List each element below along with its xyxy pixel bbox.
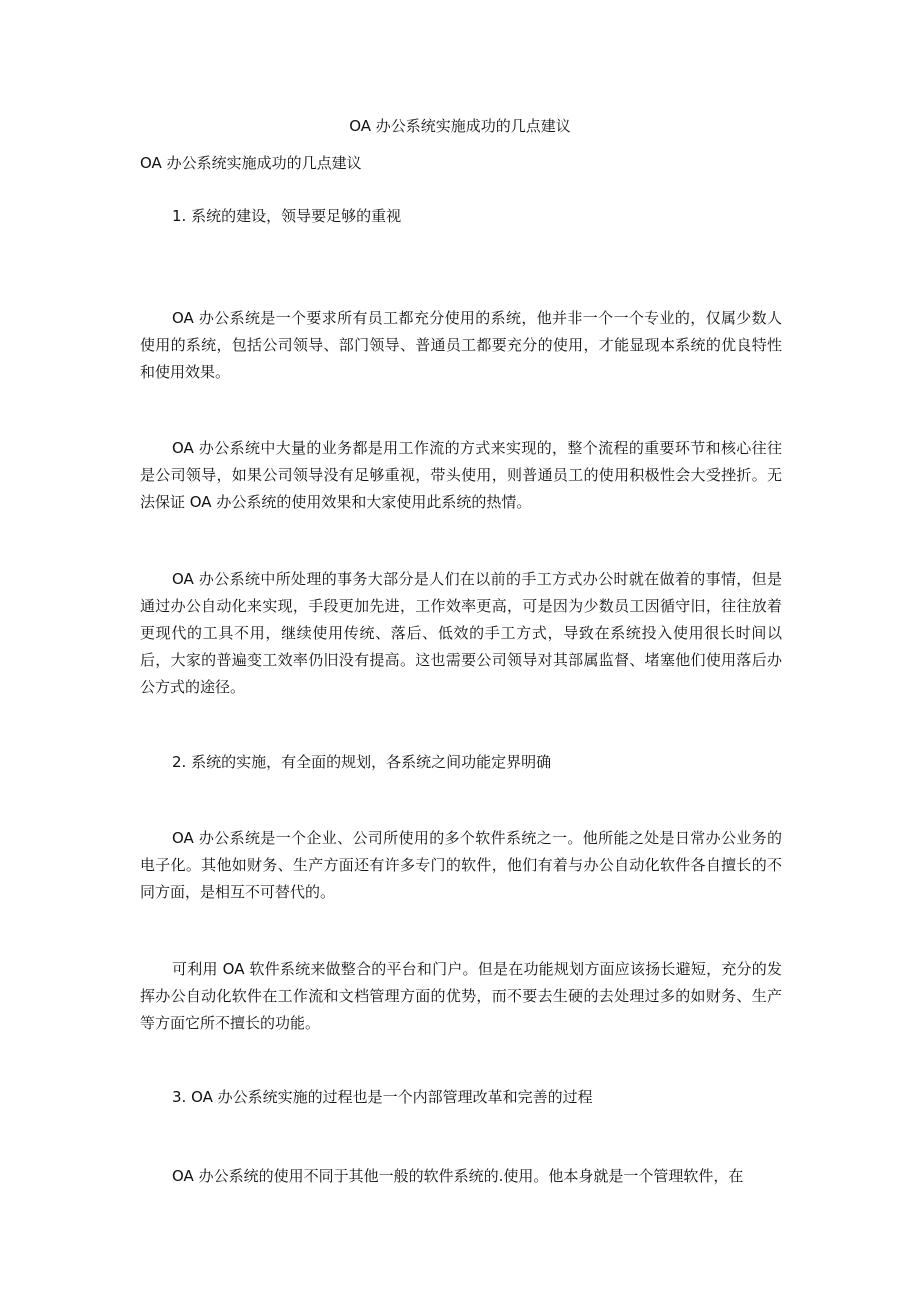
section-heading-2: 2. 系统的实施，有全面的规划，各系统之间功能定界明确 [172,753,552,771]
paragraph: 可利用 OA 软件系统来做整合的平台和门户。但是在功能规划方面应该扬长避短，充分的发挥办公自动化软件在工作流和文档管理方面的优势，而不要去生硬的去处理过多的如财务、生产等方面它所不擅长的功能。 [140,960,782,1032]
paragraph: OA 办公系统是一个企业、公司所使用的多个软件系统之一。他所能之处是日常办公业务的电子化。其他如财务、生产方面还有许多专门的软件，他们有着与办公自动化软件各自擅长的不同方面，是相互不可替代的。 [140,829,782,901]
document-title: OA 办公系统实施成功的几点建议 [349,117,571,135]
paragraph: OA 办公系统中大量的业务都是用工作流的方式来实现的，整个流程的重要环节和核心往往是公司领导，如果公司领导没有足够重视，带头使用，则普通员工的使用积极性会大受挫折。无法保证 OA 办公系统的使用效果和大家使用此系统的热情。 [140,439,782,511]
paragraph: OA 办公系统的使用不同于其他一般的软件系统的.使用。他本身就是一个管理软件，在 [172,1167,744,1185]
paragraph: OA 办公系统中所处理的事务大部分是人们在以前的手工方式办公时就在做着的事情，但是通过办公自动化来实现，手段更加先进，工作效率更高，可是因为少数员工因循守旧，往往放着更现代的工具不用，继续使用传统、落后、低效的手工方式，导致在系统投入使用很长时间以后，大家的普遍变工效率仍旧没有提高。这也需要公司领导对其部属监督、堵塞他们使用落后办公方式的途径。 [140,570,782,696]
document-subtitle: OA 办公系统实施成功的几点建议 [140,154,362,172]
section-heading-3: 3. OA 办公系统实施的过程也是一个内部管理改革和完善的过程 [172,1088,593,1106]
section-heading-1: 1. 系统的建设，领导要足够的重视 [172,207,402,225]
paragraph: OA 办公系统是一个要求所有员工都充分使用的系统，他并非一个一个专业的，仅属少数人使用的系统，包括公司领导、部门领导、普通员工都要充分的使用，才能显现本系统的优良特性和使用效果。 [140,309,782,381]
